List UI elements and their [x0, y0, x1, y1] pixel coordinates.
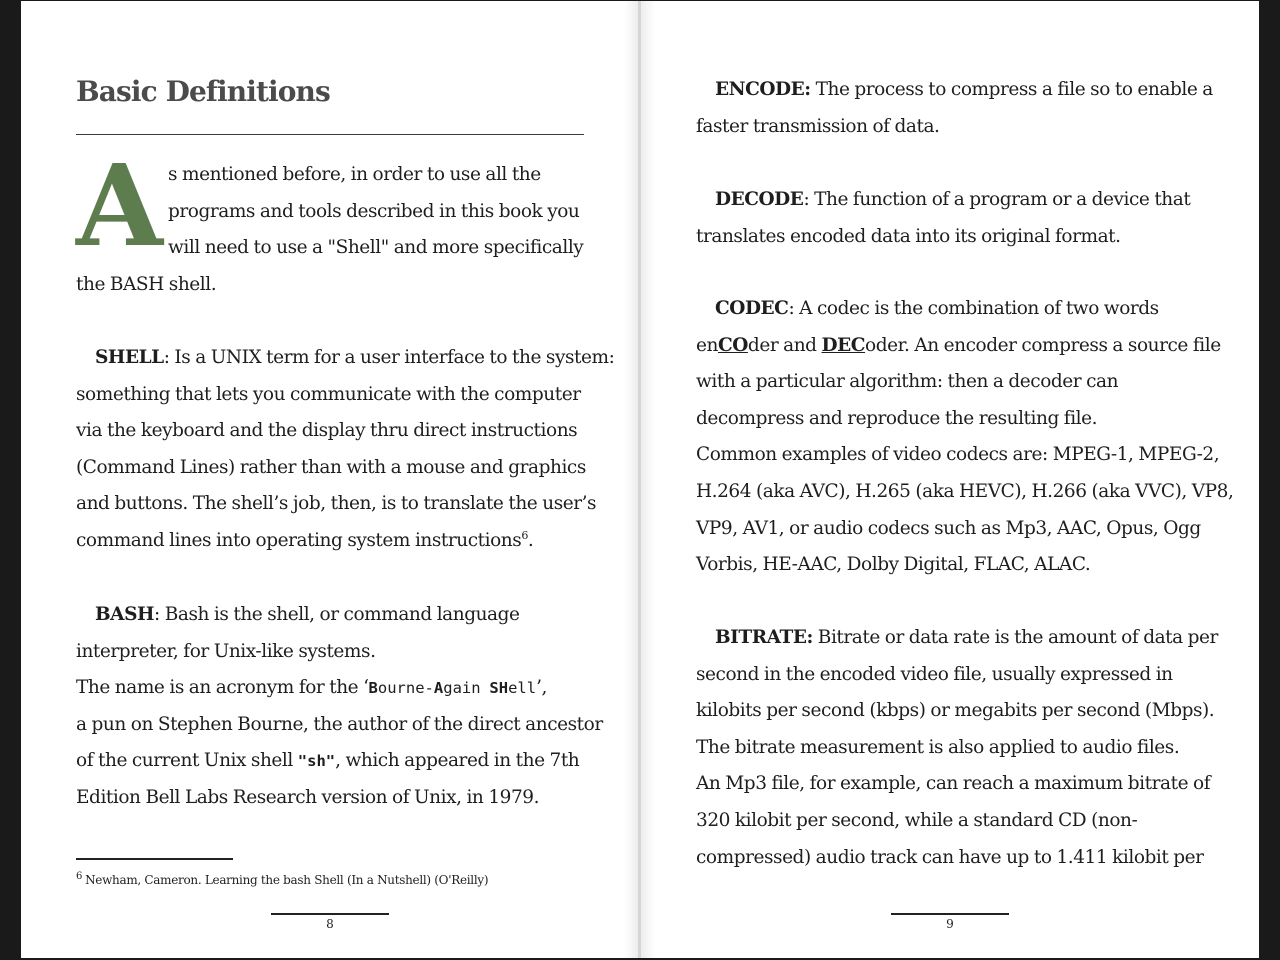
- bash-acronym: Bourne-Again SHell: [368, 679, 537, 698]
- intro-line: the BASH shell.: [76, 274, 217, 295]
- definition-text: ’,: [536, 677, 547, 699]
- definition-text: .: [527, 529, 534, 551]
- codec-emphasis-dec: DEC: [821, 334, 866, 356]
- definition-text: translates encoded data into its original format.: [696, 225, 1121, 247]
- definition-term: BASH: [95, 604, 155, 625]
- definition-text: 320 kilobit per second, while a standard CD (non-: [696, 809, 1138, 831]
- page-number: 8: [326, 917, 334, 931]
- intro-line: programs and tools described in this book you: [168, 200, 580, 222]
- definition-term: CODEC: [715, 298, 789, 319]
- definition-text: , which appeared in the 7th: [335, 750, 580, 772]
- definition-text: command lines into operating system instructions: [76, 529, 522, 551]
- gutter-shadow: [641, 1, 655, 958]
- definition-text: Common examples of video codecs are: MPEG-1, MPEG-2,: [696, 444, 1220, 466]
- definition-text: (Command Lines) rather than with a mouse and graphics: [76, 456, 586, 478]
- definition-text: : Is a UNIX term for a user interface to the system:: [163, 347, 615, 368]
- definition-text: Edition Bell Labs Research version of Unix, in 1979.: [76, 786, 540, 808]
- gutter-shadow: [624, 1, 638, 958]
- definition-text: compressed) audio track can have up to 1.411 kilobit per: [696, 846, 1204, 868]
- definition-text: faster transmission of data.: [696, 115, 940, 137]
- definition-term: SHELL: [95, 347, 164, 368]
- left-page: [21, 1, 638, 958]
- definition-text: en: [696, 334, 718, 356]
- definition-text: kilobits per second (kbps) or megabits per second (Mbps).: [696, 700, 1215, 722]
- definition-text: der and: [747, 334, 822, 356]
- shell-definition: [76, 340, 616, 560]
- decode-definition: [696, 182, 1236, 255]
- definition-term: ENCODE:: [715, 79, 811, 100]
- definition-term: BITRATE:: [715, 627, 813, 648]
- definition-text: The name is an acronym for the ‘: [76, 677, 369, 699]
- definition-text: second in the encoded video file, usually expressed in: [696, 663, 1173, 685]
- definition-text: VP9, AV1, or audio codecs such as Mp3, AAC, Opus, Ogg: [696, 517, 1201, 539]
- intro-line: will need to use a "Shell" and more specifically: [168, 237, 584, 259]
- encode-definition: [696, 72, 1236, 145]
- intro-paragraph: [168, 157, 588, 267]
- codec-emphasis-co: CO: [717, 334, 748, 356]
- definition-text: Bitrate or data rate is the amount of data per: [812, 627, 1218, 648]
- footnote-reference[interactable]: 6: [521, 528, 528, 542]
- definition-text: : A codec is the combination of two words: [788, 298, 1159, 319]
- definition-text: The bitrate measurement is also applied to audio files.: [696, 736, 1180, 758]
- definition-text: : The function of a program or a device that: [803, 189, 1191, 210]
- definition-text: The process to compress a file so to enable a: [810, 79, 1213, 100]
- right-page: [641, 1, 1259, 958]
- bash-definition: [76, 597, 616, 817]
- definition-text: of the current Unix shell: [76, 750, 298, 772]
- codec-definition: [696, 291, 1236, 584]
- definition-text: with a particular algorithm: then a decoder can: [696, 371, 1119, 393]
- definition-text: H.264 (aka AVC), H.265 (aka HEVC), H.266 (aka VVC), VP8,: [696, 480, 1234, 502]
- definition-text: oder. An encoder compress a source file: [865, 334, 1221, 356]
- definition-text: : Bash is the shell, or command language: [154, 604, 520, 625]
- footnote-divider: [76, 858, 233, 860]
- page-title: Basic Definitions: [76, 75, 330, 108]
- heading-divider: [76, 134, 584, 135]
- page-number-rule: [891, 913, 1009, 915]
- bitrate-definition: [696, 620, 1236, 876]
- page-number: 9: [946, 917, 954, 931]
- definition-text: An Mp3 file, for example, can reach a maximum bitrate of: [696, 773, 1211, 795]
- footnote-number: 6: [76, 871, 83, 882]
- definition-text: a pun on Stephen Bourne, the author of the direct ancestor: [76, 713, 603, 735]
- definition-text: something that lets you communicate with the computer: [76, 383, 581, 405]
- definition-text: via the keyboard and the display thru direct instructions: [76, 420, 578, 442]
- definition-text: decompress and reproduce the resulting file.: [696, 407, 1098, 429]
- definition-text: and buttons. The shell’s job, then, is to translate the user’s: [76, 493, 597, 515]
- drop-cap: A: [76, 141, 163, 272]
- page-number-rule: [271, 913, 389, 915]
- intro-line: s mentioned before, in order to use all the: [168, 164, 541, 185]
- footnote: [76, 873, 488, 887]
- footnote-text: Newham, Cameron. Learning the bash Shell (In a Nutshell) (O'Reilly): [85, 873, 489, 887]
- intro-paragraph-end: [76, 267, 596, 304]
- sh-command: "sh": [297, 752, 336, 771]
- definition-text: Vorbis, HE-AAC, Dolby Digital, FLAC, ALAC.: [696, 554, 1091, 576]
- definition-text: interpreter, for Unix-like systems.: [76, 640, 376, 662]
- definition-term: DECODE: [715, 189, 804, 210]
